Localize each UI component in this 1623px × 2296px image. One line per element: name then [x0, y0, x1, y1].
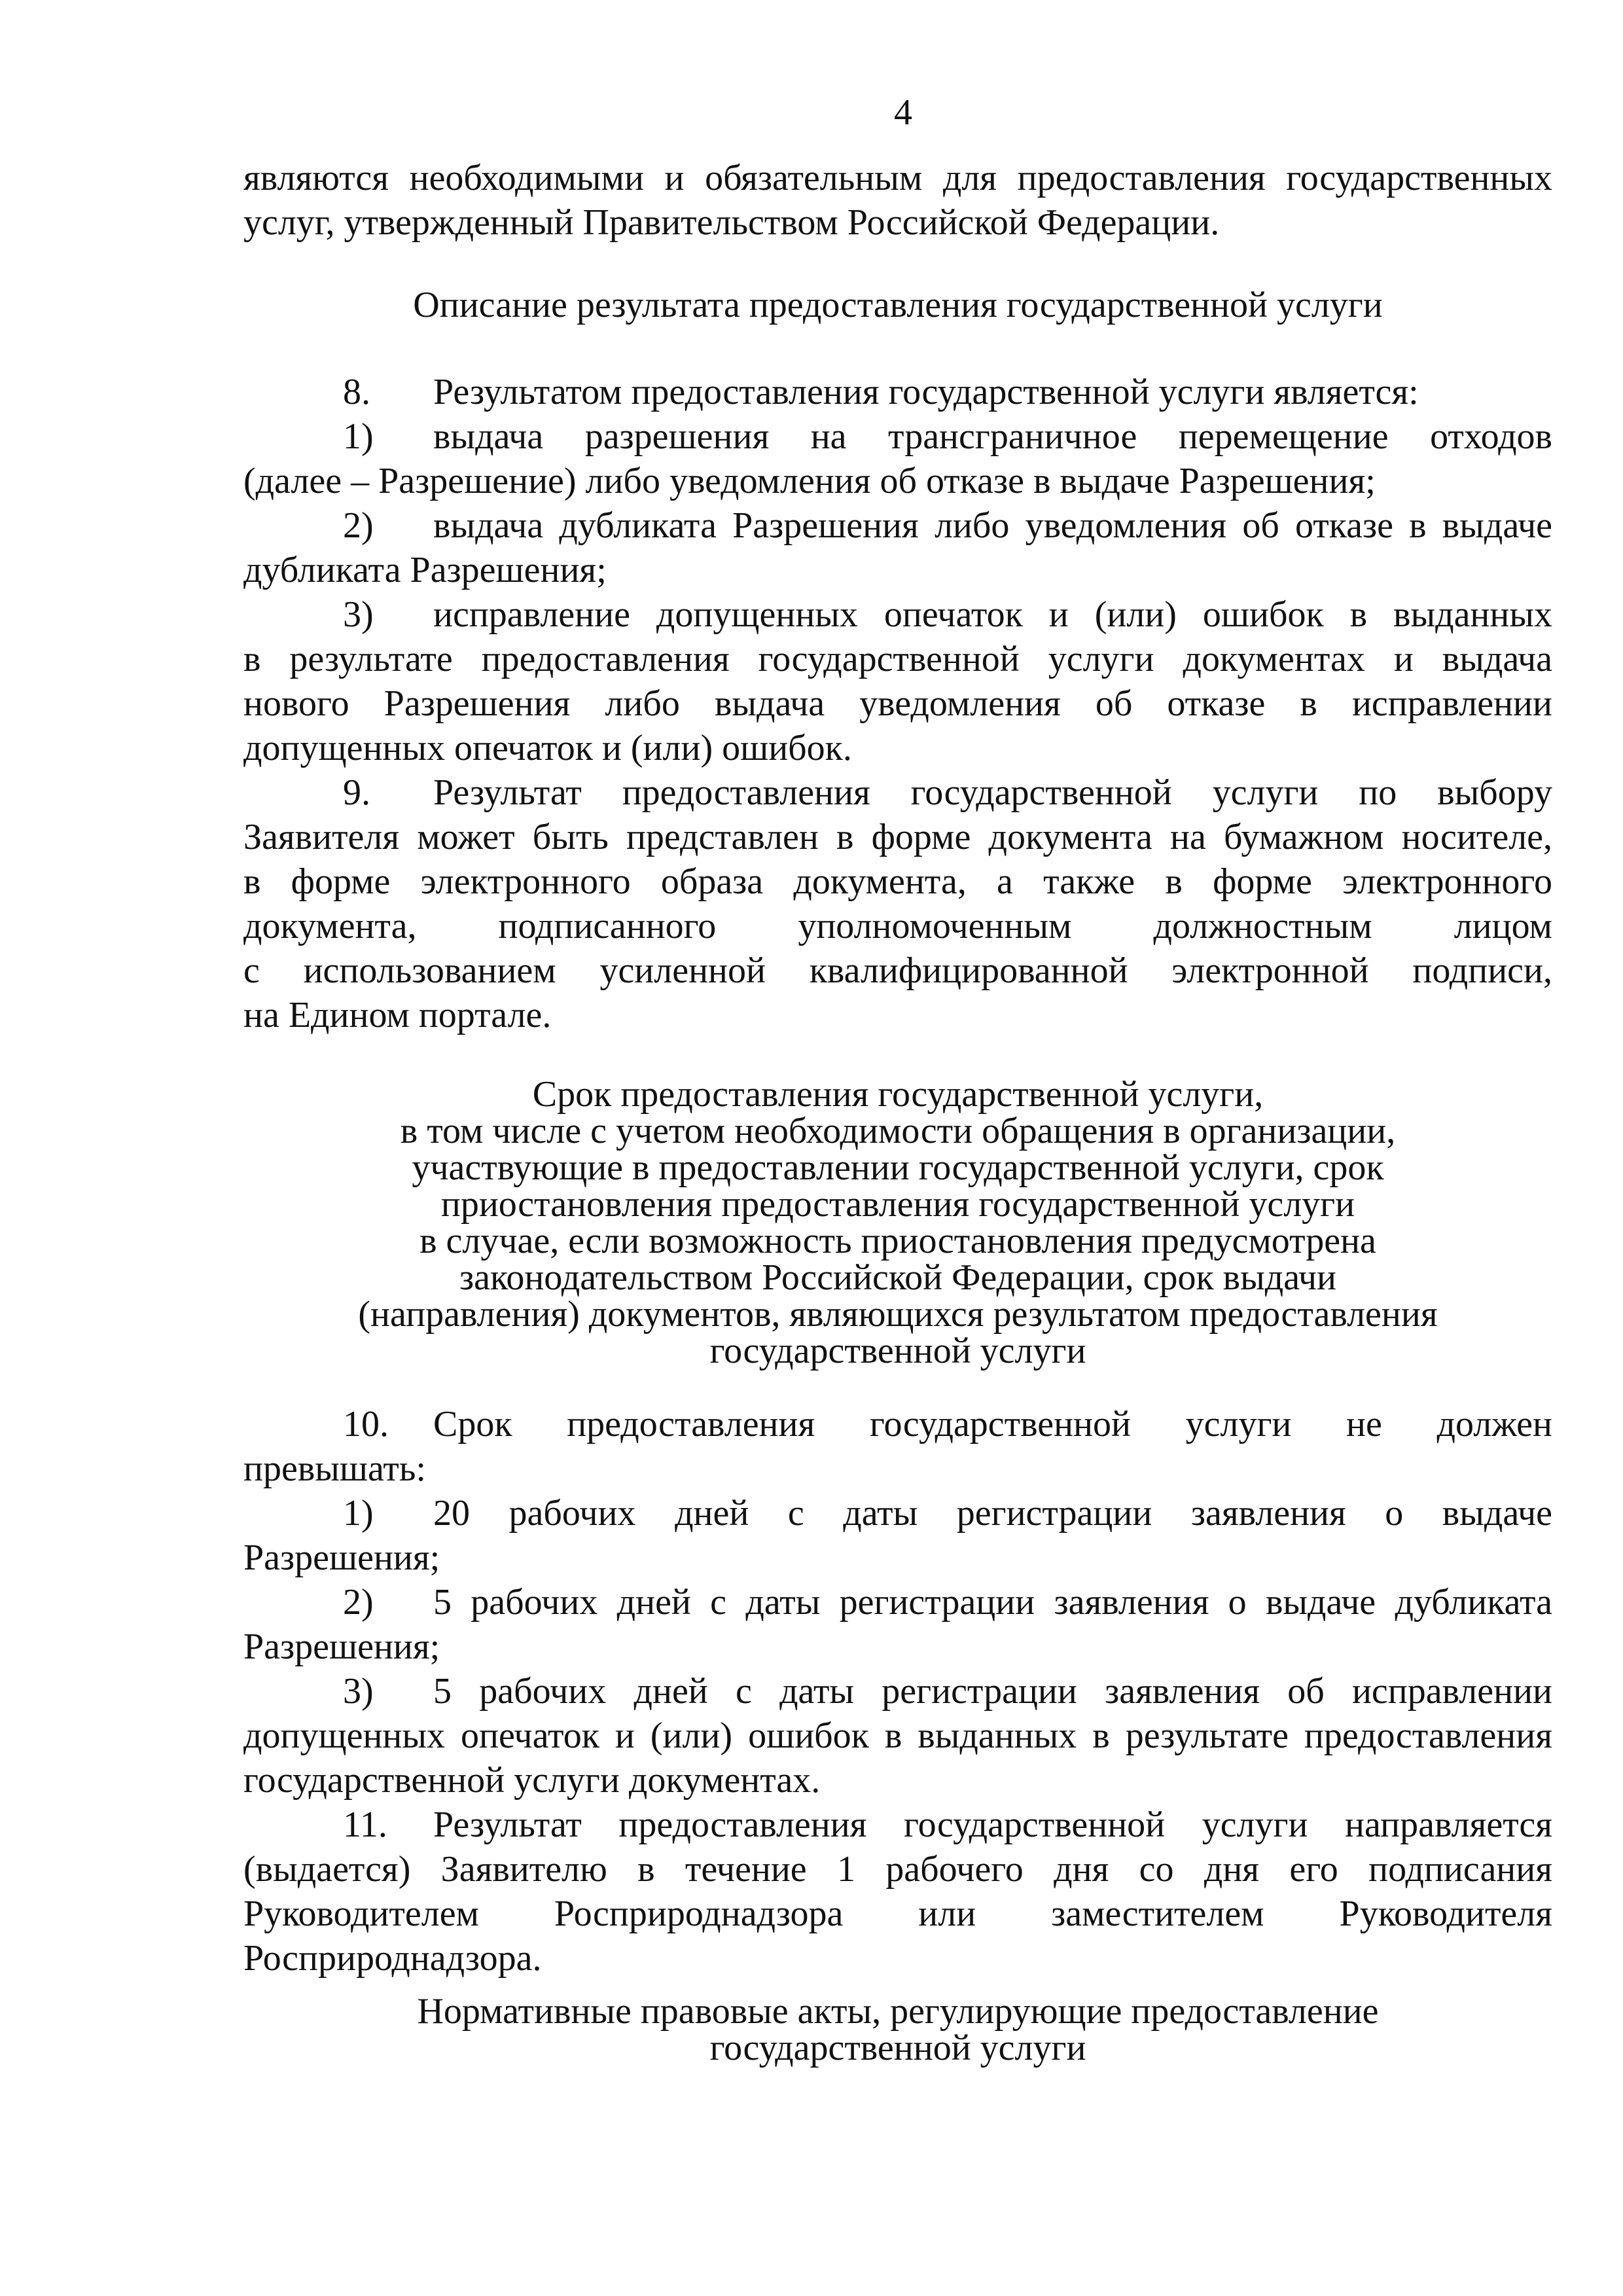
text-line: Руководителем Росприроднадзора или заместителем Руководителя — [243, 1893, 1552, 1934]
text-line: являются необходимыми и обязательным для предоставления государственных — [243, 158, 1552, 198]
paragraph-item-9 — [243, 770, 1552, 1037]
text-line: превышать: — [243, 1448, 426, 1489]
paragraph-item-10-2 — [243, 1580, 1552, 1669]
text-line: 5 рабочих дней с даты регистрации заявления об исправлении — [433, 1671, 1552, 1712]
text-line: в форме электронного образа документа, а также в форме электронного — [243, 861, 1552, 902]
paragraph-item-8-1 — [243, 414, 1552, 503]
heading-line: государственной услуги — [709, 1331, 1086, 1371]
heading-line: в случае, если возможность приостановления предусмотрена — [419, 1221, 1376, 1261]
paragraph-item-10 — [243, 1402, 1552, 1491]
heading-line: Нормативные правовые акты, регулирующие предоставление — [417, 1991, 1379, 2032]
paragraph-item-11 — [243, 1803, 1552, 1981]
item-number: 11. — [343, 1804, 387, 1845]
text-line: выдача дубликата Разрешения либо уведомления об отказе в выдаче — [433, 505, 1552, 546]
section-heading-legal-acts — [243, 1993, 1552, 2066]
paragraph-item-10-3 — [243, 1669, 1552, 1803]
paragraph-item-8-2 — [243, 503, 1552, 592]
text-line: выдача разрешения на трансграничное перемещение отходов — [433, 416, 1552, 457]
text-line: допущенных опечаток и (или) ошибок. — [243, 728, 852, 768]
heading-line: в том числе с учетом необходимости обращения в организации, — [400, 1111, 1396, 1151]
item-number: 8. — [343, 372, 370, 412]
item-number: 9. — [343, 772, 370, 813]
heading-line: Срок предоставления государственной услуги, — [532, 1074, 1264, 1115]
text-line: на Едином портале. — [243, 995, 552, 1035]
text-line: дубликата Разрешения; — [243, 550, 607, 590]
section-heading-term — [243, 1076, 1552, 1369]
text-line: Результат предоставления государственной услуги по выбору — [433, 772, 1552, 813]
item-number: 2) — [343, 505, 374, 546]
text-line: Срок предоставления государственной услуги не должен — [433, 1404, 1552, 1444]
text-line: допущенных опечаток и (или) ошибок в выданных в результате предоставления — [243, 1715, 1552, 1756]
text-line: 20 рабочих дней с даты регистрации заявления о выдаче — [433, 1493, 1552, 1534]
item-number: 3) — [343, 1671, 374, 1712]
heading-line: законодательством Российской Федерации, срок выдачи — [459, 1257, 1336, 1298]
text-line: нового Разрешения либо выдача уведомления об отказе в исправлении — [243, 683, 1552, 724]
item-number: 2) — [343, 1582, 374, 1623]
heading-line: (направления) документов, являющихся результатом предоставления — [358, 1294, 1438, 1335]
item-number: 1) — [343, 1493, 374, 1534]
text-line: услуг, утвержденный Правительством Российской Федерации. — [243, 202, 1220, 243]
section-heading-result: Описание результата предоставления государственной услуги — [413, 285, 1383, 325]
text-line: в результате предоставления государственной услуги документах и выдача — [243, 639, 1552, 679]
paragraph-item-10-1 — [243, 1491, 1552, 1580]
item-number: 3) — [343, 594, 374, 635]
text-line: Разрешения; — [243, 1626, 440, 1667]
text-line: с использованием усиленной квалифицированной электронной подписи, — [243, 950, 1552, 991]
paragraph-item-8 — [243, 370, 1552, 414]
text-line: исправление допущенных опечаток и (или) ошибок в выданных — [433, 594, 1552, 635]
text-line: Заявителя может быть представлен в форме документа на бумажном носителе, — [243, 817, 1552, 857]
text-line: 5 рабочих дней с даты регистрации заявления о выдаче дубликата — [433, 1582, 1552, 1623]
page-number: 4 — [894, 92, 912, 133]
text-line: Результатом предоставления государственной услуги является: — [433, 372, 1419, 412]
text-line: Росприроднадзора. — [243, 1938, 542, 1979]
paragraph-item-8-3 — [243, 592, 1552, 770]
text-line: документа, подписанного уполномоченным должностным лицом — [243, 906, 1552, 946]
text-line: государственной услуги документах. — [243, 1760, 821, 1801]
text-line: (далее – Разрешение) либо уведомления об отказе в выдаче Разрешения; — [243, 461, 1376, 501]
heading-line: государственной услуги — [709, 2028, 1086, 2068]
item-number: 1) — [343, 416, 374, 457]
text-line: Разрешения; — [243, 1537, 440, 1578]
text-line: Результат предоставления государственной услуги направляется — [433, 1804, 1552, 1845]
item-number: 10. — [343, 1404, 389, 1444]
intro-paragraph — [243, 156, 1552, 245]
heading-line: приостановления предоставления государственной услуги — [440, 1184, 1355, 1225]
text-line: (выдается) Заявителю в течение 1 рабочего дня со дня его подписания — [243, 1849, 1552, 1890]
heading-line: участвующие в предоставлении государственной услуги, срок — [412, 1147, 1384, 1188]
